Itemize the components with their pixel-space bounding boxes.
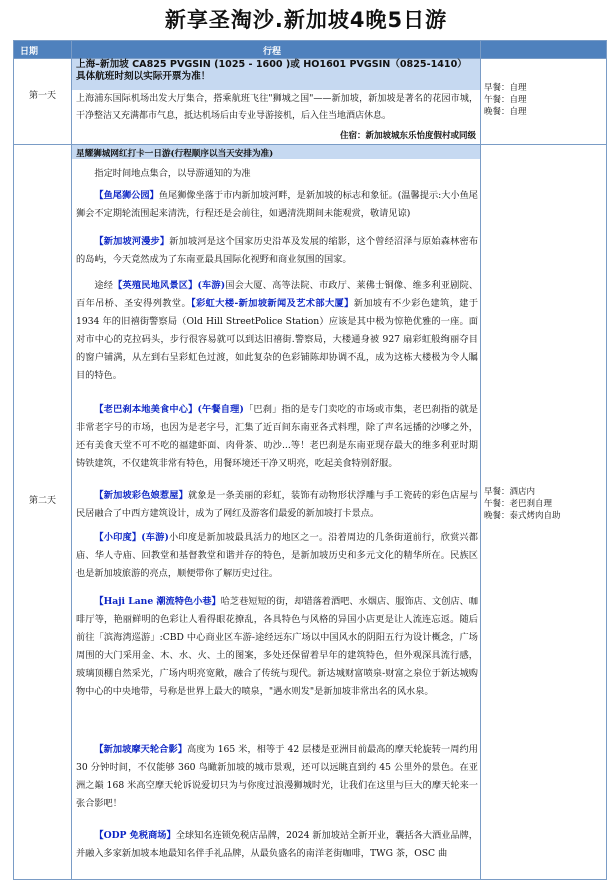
meal-breakfast: 早餐：自理: [484, 83, 527, 93]
paragraph-peranakan-houses: 【新加坡彩色娘惹屋】就象是一条美丽的彩虹，装饰有动物形状浮雕与手工瓷砖的彩色店屋与民居融合了中西方建筑设计，成为了网红及游客们最爱的新加坡打卡景点。: [76, 490, 479, 519]
highlight-ferris-wheel: 【新加坡摩天轮合影】: [94, 744, 187, 755]
header-itinerary: 行程: [263, 47, 282, 57]
meal-dinner: 晚餐：泰式烤肉自助: [484, 511, 561, 521]
column-divider: [480, 41, 481, 879]
day1-description: 上海浦东国际机场出发大厅集合，搭乘航班飞往"狮城之国"——新加坡，新加坡是著名的花园市城，干净整洁又充满都市气息，抵达机场后由专业导游接机，后入住当地酒店休息。: [76, 94, 478, 121]
highlight-little-india: 【小印度】(车游): [94, 532, 169, 543]
day2-meals: [484, 486, 561, 522]
day2-subtitle: 星耀狮城网红打卡一日游(行程顺序以当天安排为准): [76, 149, 274, 159]
highlight-colonial-district: 【英殖民地风景区】(车游): [113, 280, 226, 291]
meal-dinner: 晚餐：自理: [484, 107, 527, 117]
paragraph-merlion: 【鱼尾狮公园】鱼尾狮像坐落于市内新加坡河畔，是新加坡的标志和象征。(温馨提示:大小鱼尾狮会不定期轮流围起来清洗，行程还是会前往，如遇清洗期间未能观赏，敬请见谅): [76, 190, 478, 219]
flight-info: [76, 59, 476, 83]
meal-breakfast: 早餐：酒店内: [484, 487, 536, 497]
flight-line-1: 上海–新加坡 CA825 PVGSIN (1025 - 1600 )或 HO1601 PVGSIN（0825-1410）: [76, 59, 467, 70]
paragraph-little-india: 【小印度】(车游)小印度是新加坡最具活力的地区之一。沿着周边的几条街道前行，欣赏兴都庙、华人寺庙、回教堂和基督教堂和谐并存的特色，是新加坡历史和多元文化的精华所在。民族区也是新加坡旅游的亮点，顺便带你了解历史过往。: [76, 532, 478, 579]
paragraph-odp-duty-free: 【ODP 免税商场】全球知名连锁免税店品牌，2024 新加坡站全新开业，囊括各大酒业品牌，并融入多家新加坡本地最知名伴手礼品牌，从最负盛名的南洋老街咖啡，TWG 茶，OSC 曲: [76, 830, 478, 859]
highlight-odp-duty-free: 【ODP 免税商场】: [94, 830, 176, 841]
highlight-haji-lane: 【Haji Lane 潮流特色小巷】: [94, 596, 221, 607]
highlight-rainbow-building: 【彩虹大楼-新加坡新闻及艺术部大厦】: [191, 298, 354, 309]
table-header: [14, 41, 606, 58]
meal-lunch: 午餐：老巴刹自理: [484, 499, 553, 509]
paragraph-lau-pa-sat: 【老巴刹本地美食中心】(午餐自理)「巴刹」指的是专门卖吃的市场或市集，老巴刹指的就是非常老字号的市场，也因为是老字号，汇集了近百间东南亚各式料理，除了声名远播的沙嗲之外，还有美食天堂不可不吃的福建虾面、肉骨茶、叻沙...等！老巴刹是东南亚现存最大的维多利亚时期铸铁建筑，不仅建筑非常有特色，用餐环境还干净又明亮，吃起美食特别舒服。: [76, 404, 478, 469]
meal-lunch: 午餐：自理: [484, 95, 527, 105]
paragraph-river: 【新加坡河漫步】新加坡河是这个国家历史沿革及发展的缩影，这个曾经沼泽与原始森林密布的岛屿，今天竟然成为了东南亚最具国际化视野和商业氛围的国家。: [76, 236, 479, 265]
header-day: 日期: [20, 47, 39, 57]
flight-line-2: 具体航班时刻以实际开票为准！: [76, 71, 211, 82]
paragraph-ferris-wheel: 【新加坡摩天轮合影】高度为 165 米，相等于 42 层楼是亚洲目前最高的摩天轮旋转一周约用 30 分钟时间，不仅能够 360 鸟瞰新加坡的城市景观，还可以远眺直到约 45 公里外的景色。在亚洲之巅 168 米高空摩天轮诉说爱切只为与你度过浪漫狮城时光，让我们在这里与巨大的摩天轮来一张合影吧！: [76, 744, 478, 809]
highlight-peranakan-houses: 【新加坡彩色娘惹屋】: [94, 490, 188, 501]
paragraph-colonial: 途经【英殖民地风景区】(车游)国会大厦、高等法院、市政厅、莱佛士铜像、维多利亚剧院、百年吊桥、圣安得列教堂。【彩虹大楼-新加坡新闻及艺术部大厦】新加坡有不少彩色建筑，建于 1934 年的旧禧街警察局（Old Hill StreetPolice Station）应该是其中极为惊艳优雅的一座。面对市中心的克拉码头，步行很容易就可以到达旧禧街.警察局，大楼通身被 927 扇彩虹般绚丽夺目的窗户铺满，从左到右呈彩虹色过渡，如此复杂的色彩铺陈却协调不乱，成为这栋大楼极为令人瞩目的特色。: [76, 280, 479, 381]
paragraph-assembly: 指定时间地点集合，以导游通知的为准: [94, 168, 251, 179]
itinerary-table: [13, 40, 607, 880]
paragraph-haji-lane: 【Haji Lane 潮流特色小巷】哈芝巷短短的街，却错落着酒吧、水烟店、服饰店、文创店、咖啡厅等，艳丽鲜明的色彩让人看得眼花撩乱，各具特色与风格的异国小店更是让人流连忘返。随后前往「滨海湾巡游」:CBD 中心商业区车游-途经远东广场以中国风水的阴阳五行为设计概念，广场周围的大门采用金、木、水、火、土的图案，多处还保留着早年的建筑特色，但外观深具流行感，玻璃顶棚自然采光，广场内明亮宽敞，融合了传统与现代。新达城财富喷泉-财富之泉位于新达城购物中心的中央地带，号称是世界上最大的喷泉，"遇水则发"是新加坡非常出名的风水泉。: [76, 596, 478, 697]
highlight-merlion-park: 【鱼尾狮公园】: [94, 190, 159, 201]
day1-label: 第一天: [28, 91, 56, 101]
column-divider: [71, 41, 72, 879]
day1-meals: [484, 82, 527, 118]
highlight-river-walk: 【新加坡河漫步】: [94, 236, 170, 247]
page-title: 新享圣淘沙.新加坡4晚5日游: [164, 8, 448, 32]
day2-label: 第二天: [28, 496, 56, 506]
highlight-lau-pa-sat: 【老巴刹本地美食中心】(午餐自理): [94, 404, 244, 415]
day1-accommodation: 住宿：新加坡城东乐怡度假村或同级: [339, 131, 476, 141]
